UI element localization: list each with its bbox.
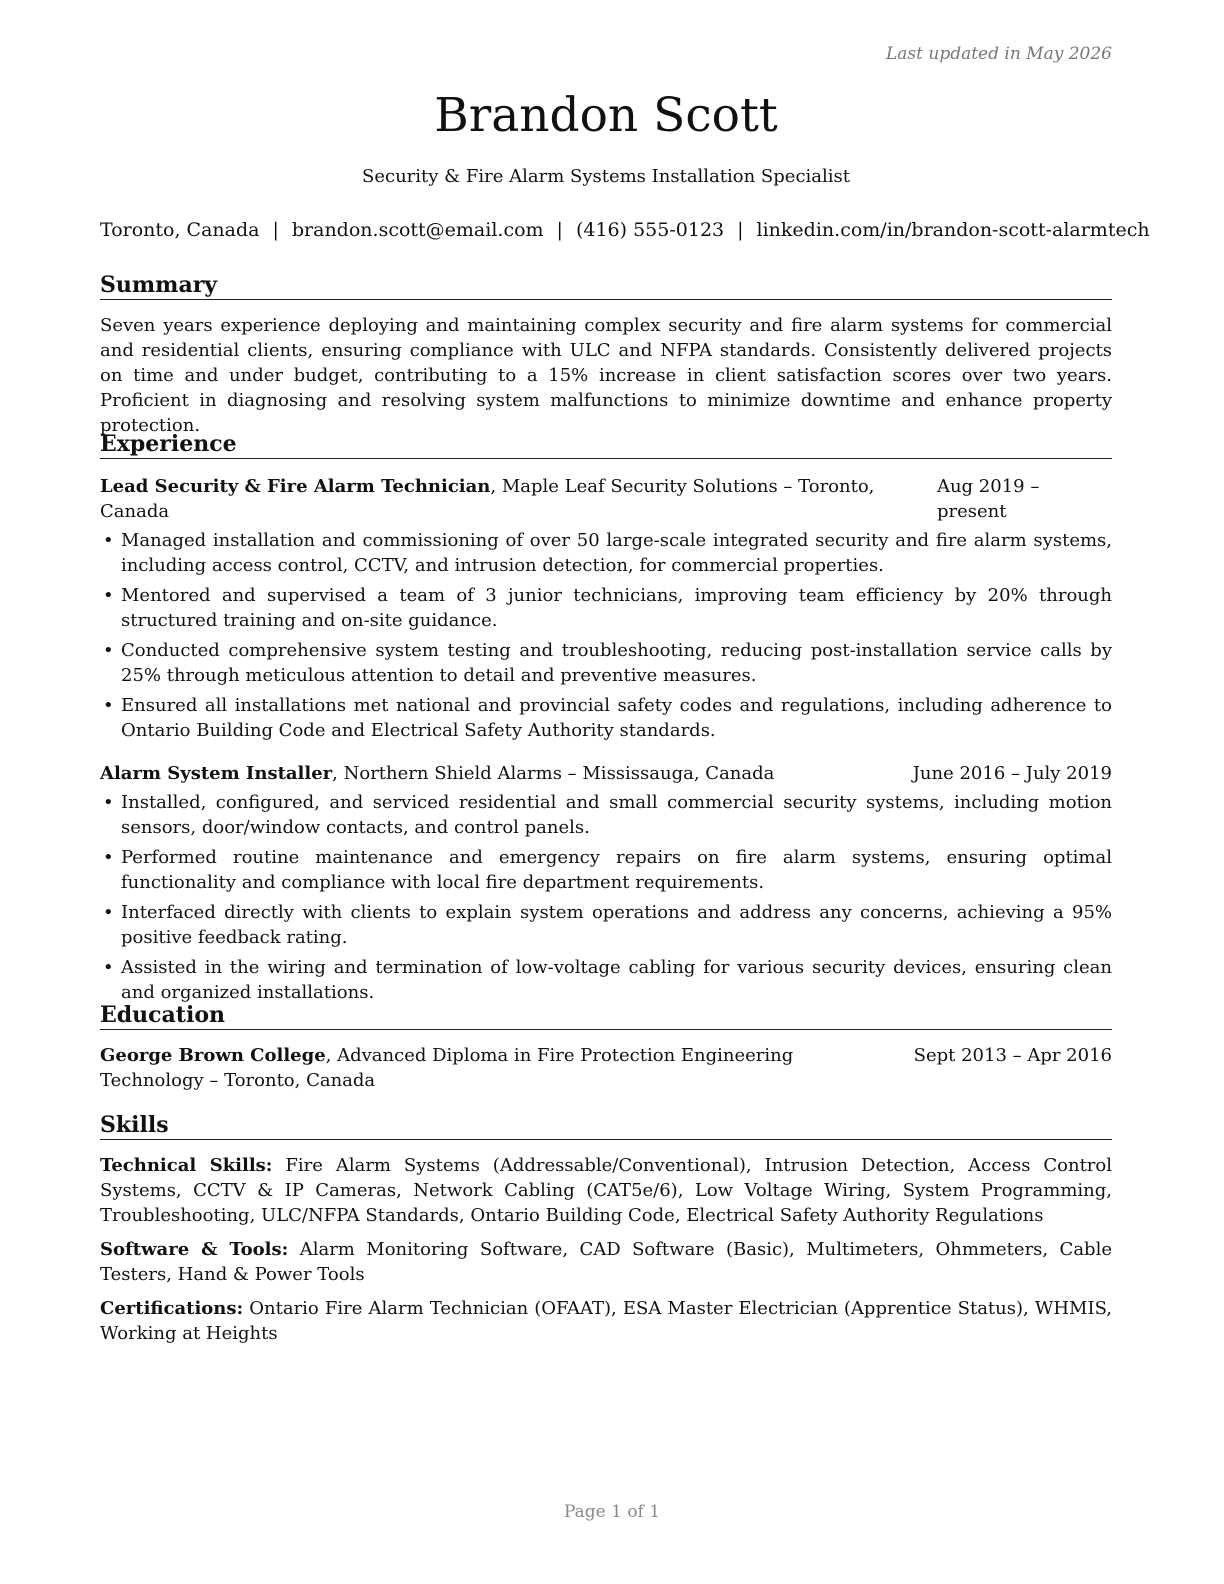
skill-label: Software & Tools: [100,1239,289,1260]
skill-text: Fire Alarm Systems (Addressable/Conventional), Intrusion Detection, Access Control Systems, CCTV & IP Cameras, Network Cabling (CAT5e/6), Low Voltage Wiring, System Programming, Troubleshooting, ULC/NFPA Standards, Ontario Building Code, Electrical Safety Authority Regulations [100,1155,1112,1226]
job-bullet: • Installed, configured, and serviced residential and small commercial security systems, including motion sensors, door/window contacts, and control panels. [100,790,1112,840]
contact-email[interactable]: brandon.scott@email.com [291,219,544,241]
education-school: George Brown College [100,1045,326,1066]
job-company: , Maple Leaf Security Solutions – Toronto, Canada [100,476,875,522]
skill-row [100,1296,1112,1346]
job-role: Lead Security & Fire Alarm Technician [100,476,491,497]
candidate-title: Security & Fire Alarm Systems Installation Specialist [362,166,850,187]
page-number: Page 1 of 1 [563,1502,661,1522]
job-header [100,474,1112,524]
job-header [100,761,1112,786]
section-heading-experience: Experience [100,430,1112,459]
job-bullets [100,790,1112,1005]
contact-location: Toronto, Canada [100,219,260,241]
job-company: , Northern Shield Alarms – Mississauga, Canada [332,763,775,784]
job-bullet: • Assisted in the wiring and termination of low-voltage cabling for various security devices, ensuring clean and organized installations. [100,955,1112,1005]
job-dates: Aug 2019 – present [936,476,1040,522]
skill-text: Alarm Monitoring Software, CAD Software (Basic), Multimeters, Ohmmeters, Cable Testers, Hand & Power Tools [100,1239,1112,1285]
job-bullet: • Interfaced directly with clients to explain system operations and address any concerns, achieving a 95% positive feedback rating. [100,900,1112,950]
skills-section [100,1111,1112,1346]
job-bullet: • Performed routine maintenance and emergency repairs on fire alarm systems, ensuring optimal functionality and compliance with local fire department requirements. [100,845,1112,895]
summary-section [100,271,1112,438]
job-entry [100,761,1112,1005]
job-bullet: • Mentored and supervised a team of 3 junior technicians, improving team efficiency by 20% through structured training and on-site guidance. [100,583,1112,633]
job-role: Alarm System Installer [100,763,333,784]
section-heading-education: Education [100,1001,1112,1030]
last-updated-note: Last updated in May 2026 [885,44,1112,64]
contact-linkedin[interactable]: linkedin.com/in/brandon-scott-alarmtech [756,219,1150,241]
skill-text: Ontario Fire Alarm Technician (OFAAT), ESA Master Electrician (Apprentice Status), WHMIS, Working at Heights [100,1298,1112,1344]
contact-separator: | [737,219,744,241]
candidate-name: Brandon Scott [434,88,778,143]
section-heading-skills: Skills [100,1111,1112,1140]
skill-label: Technical Skills: [100,1155,273,1176]
job-bullets [100,528,1112,743]
education-details: , Advanced Diploma in Fire Protection Engineering Technology – Toronto, Canada [100,1045,794,1091]
job-dates: June 2016 – July 2019 [912,763,1112,784]
summary-text: Seven years experience deploying and maintaining complex security and fire alarm systems for commercial and residential clients, ensuring compliance with ULC and NFPA standards. Consistently delivered projects on time and under budget, contributing to a 15% increase in client satisfaction scores over two years. Proficient in diagnosing and resolving system malfunctions to minimize downtime and enhance property protection. [100,315,1112,436]
job-entry [100,474,1112,743]
education-section [100,1001,1112,1093]
contact-separator: | [556,219,563,241]
skill-row [100,1153,1112,1228]
job-bullet: • Managed installation and commissioning of over 50 large-scale integrated security and fire alarm systems, including access control, CCTV, and intrusion detection, for commercial properties. [100,528,1112,578]
section-heading-summary: Summary [100,271,1112,300]
contact-line [100,219,1150,241]
contact-separator: | [272,219,279,241]
skill-label: Certifications: [100,1298,244,1319]
education-entry [100,1043,1112,1093]
contact-phone: (416) 555-0123 [575,219,725,241]
experience-section [100,430,1112,1010]
education-dates: Sept 2013 – Apr 2016 [913,1045,1112,1066]
job-bullet: • Ensured all installations met national and provincial safety codes and regulations, including adherence to Ontario Building Code and Electrical Safety Authority standards. [100,693,1112,743]
job-bullet: • Conducted comprehensive system testing and troubleshooting, reducing post-installation service calls by 25% through meticulous attention to detail and preventive measures. [100,638,1112,688]
skill-row [100,1237,1112,1287]
